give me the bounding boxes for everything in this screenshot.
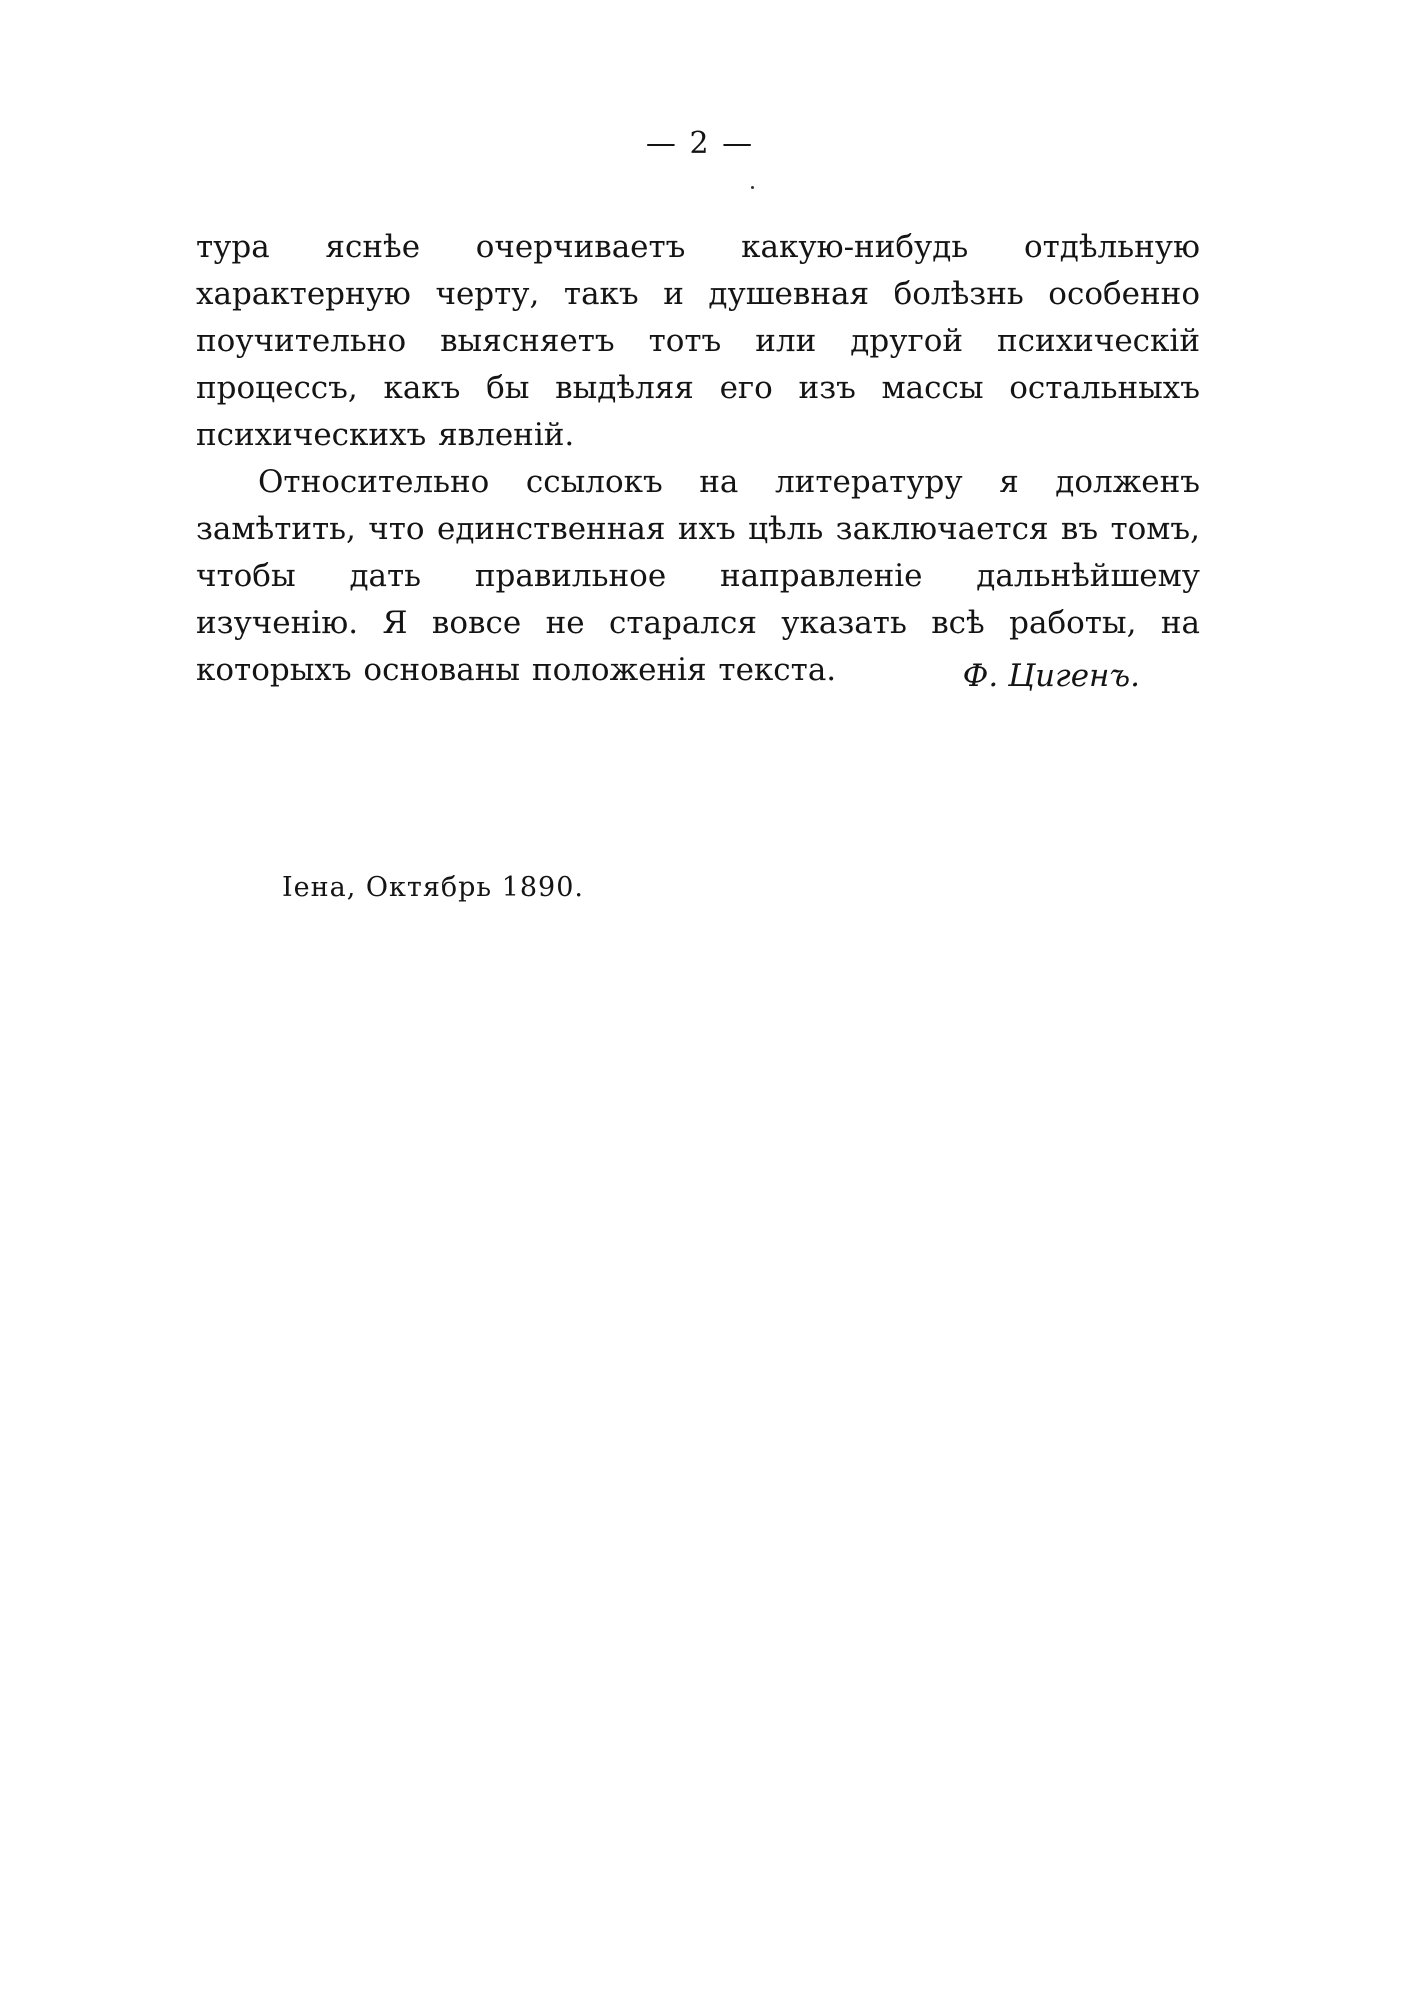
page-number: — 2 — (645, 126, 755, 161)
body-text (196, 224, 1200, 694)
print-speck (751, 186, 754, 189)
place-and-date: Iена, Октябрь 1890. (282, 872, 584, 903)
paragraph-references-note: Относительно ссылокъ на литературу я долженъ замѣтить, что единственная ихъ цѣль заключается въ томъ, чтобы дать правильное направленiе дальнѣйшему изученiю. Я вовсе не старался указать всѣ работы, на которыхъ основаны положенiя текста. (196, 464, 1200, 688)
author-signature: Ф. Цигенъ. (962, 658, 1140, 694)
paragraph-continuation: тура яснѣе очерчиваетъ какую-нибудь отдѣльную характерную черту, такъ и душевная болѣзнь особенно поучительно выясняетъ тотъ или другой психическiй процессъ, какъ бы выдѣляя его изъ массы остальныхъ психическихъ явленiй. (196, 229, 1200, 453)
